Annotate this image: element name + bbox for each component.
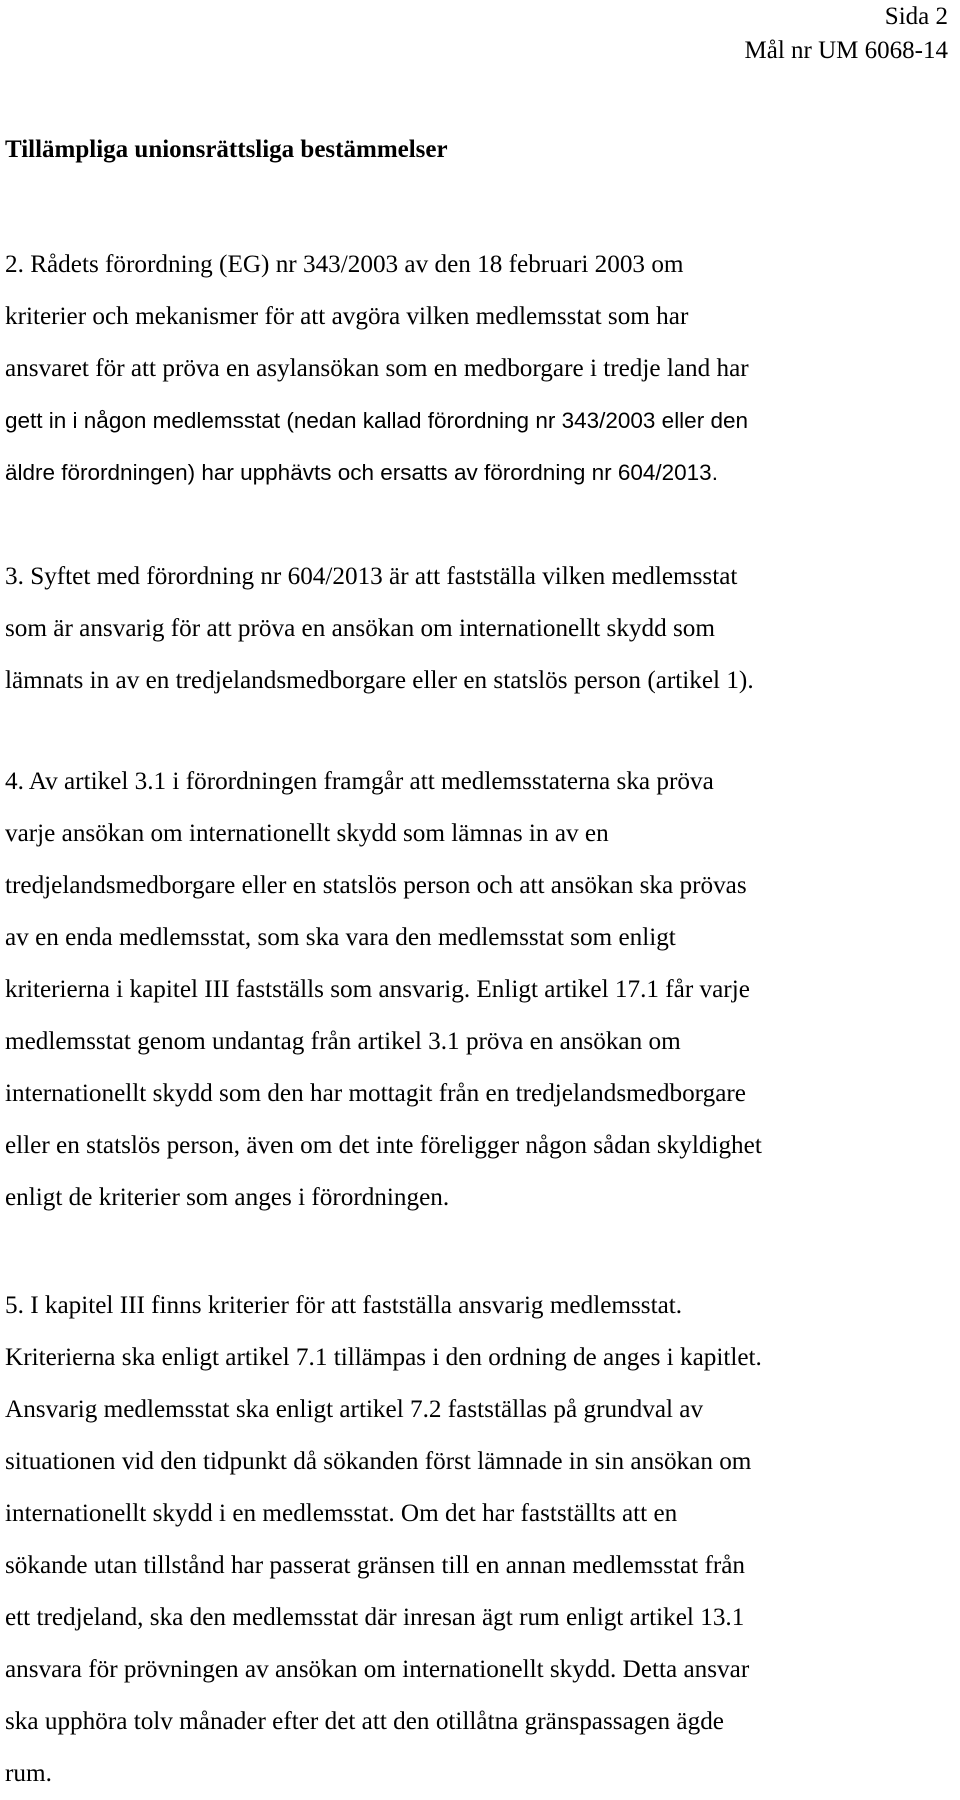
paragraph-line: kriterier och mekanismer för att avgöra vilken medlemsstat som har (5, 303, 689, 330)
paragraph-line: kriterierna i kapitel III fastställs som ansvarig. Enligt artikel 17.1 får varje (5, 976, 750, 1003)
paragraph-line: ska upphöra tolv månader efter det att den otillåtna gränspassagen ägde (5, 1708, 724, 1735)
paragraph-line: enligt de kriterier som anges i förordningen. (5, 1184, 450, 1211)
paragraph-3 (5, 551, 925, 707)
paragraph-line: medlemsstat genom undantag från artikel 3.1 pröva en ansökan om (5, 1028, 681, 1055)
paragraph-line: 5. I kapitel III finns kriterier för att fastställa ansvarig medlemsstat. (5, 1292, 683, 1319)
paragraph-line: äldre förordningen) har upphävts och ersatts av förordning nr 604/2013. (5, 460, 718, 485)
paragraph-line: rum. (5, 1760, 52, 1787)
page-number: Sida 2 (884, 3, 948, 30)
paragraph-line: 2. Rådets förordning (EG) nr 343/2003 av den 18 februari 2003 om (5, 251, 684, 278)
paragraph-line: internationellt skydd i en medlemsstat. Om det har fastställts att en (5, 1500, 678, 1527)
paragraph-line: Kriterierna ska enligt artikel 7.1 tillämpas i den ordning de anges i kapitlet. (5, 1344, 762, 1371)
paragraph-line: ansvara för prövningen av ansökan om internationellt skydd. Detta ansvar (5, 1656, 750, 1683)
paragraph-line: som är ansvarig för att pröva en ansökan om internationellt skydd som (5, 615, 715, 642)
paragraph-line: situationen vid den tidpunkt då sökanden först lämnade in sin ansökan om (5, 1448, 752, 1475)
paragraph-4 (5, 756, 925, 1224)
paragraph-line: av en enda medlemsstat, som ska vara den medlemsstat som enligt (5, 924, 676, 951)
paragraph-5 (5, 1280, 925, 1800)
section-heading: Tillämpliga unionsrättsliga bestämmelser (5, 136, 448, 163)
paragraph-line: gett in i någon medlemsstat (nedan kallad förordning nr 343/2003 eller den (5, 408, 748, 433)
paragraph-line: sökande utan tillstånd har passerat gränsen till en annan medlemsstat från (5, 1552, 746, 1579)
paragraph-line: ett tredjeland, ska den medlemsstat där inresan ägt rum enligt artikel 13.1 (5, 1604, 745, 1631)
paragraph-line: lämnats in av en tredjelandsmedborgare eller en statslös person (artikel 1). (5, 667, 754, 694)
paragraph-2 (5, 239, 925, 499)
page-header (745, 0, 948, 68)
paragraph-line: tredjelandsmedborgare eller en statslös person och att ansökan ska prövas (5, 872, 747, 899)
paragraph-line: ansvaret för att pröva en asylansökan som en medborgare i tredje land har (5, 355, 749, 382)
case-number: Mål nr UM 6068-14 (744, 37, 948, 64)
paragraph-line: internationellt skydd som den har mottagit från en tredjelandsmedborgare (5, 1080, 746, 1107)
paragraph-line: 3. Syftet med förordning nr 604/2013 är att fastställa vilken medlemsstat (5, 563, 738, 590)
paragraph-line: varje ansökan om internationellt skydd som lämnas in av en (5, 820, 609, 847)
paragraph-line: 4. Av artikel 3.1 i förordningen framgår att medlemsstaterna ska pröva (5, 768, 714, 795)
paragraph-line: Ansvarig medlemsstat ska enligt artikel 7.2 fastställas på grundval av (5, 1396, 704, 1423)
paragraph-line: eller en statslös person, även om det inte föreligger någon sådan skyldighet (5, 1132, 762, 1159)
